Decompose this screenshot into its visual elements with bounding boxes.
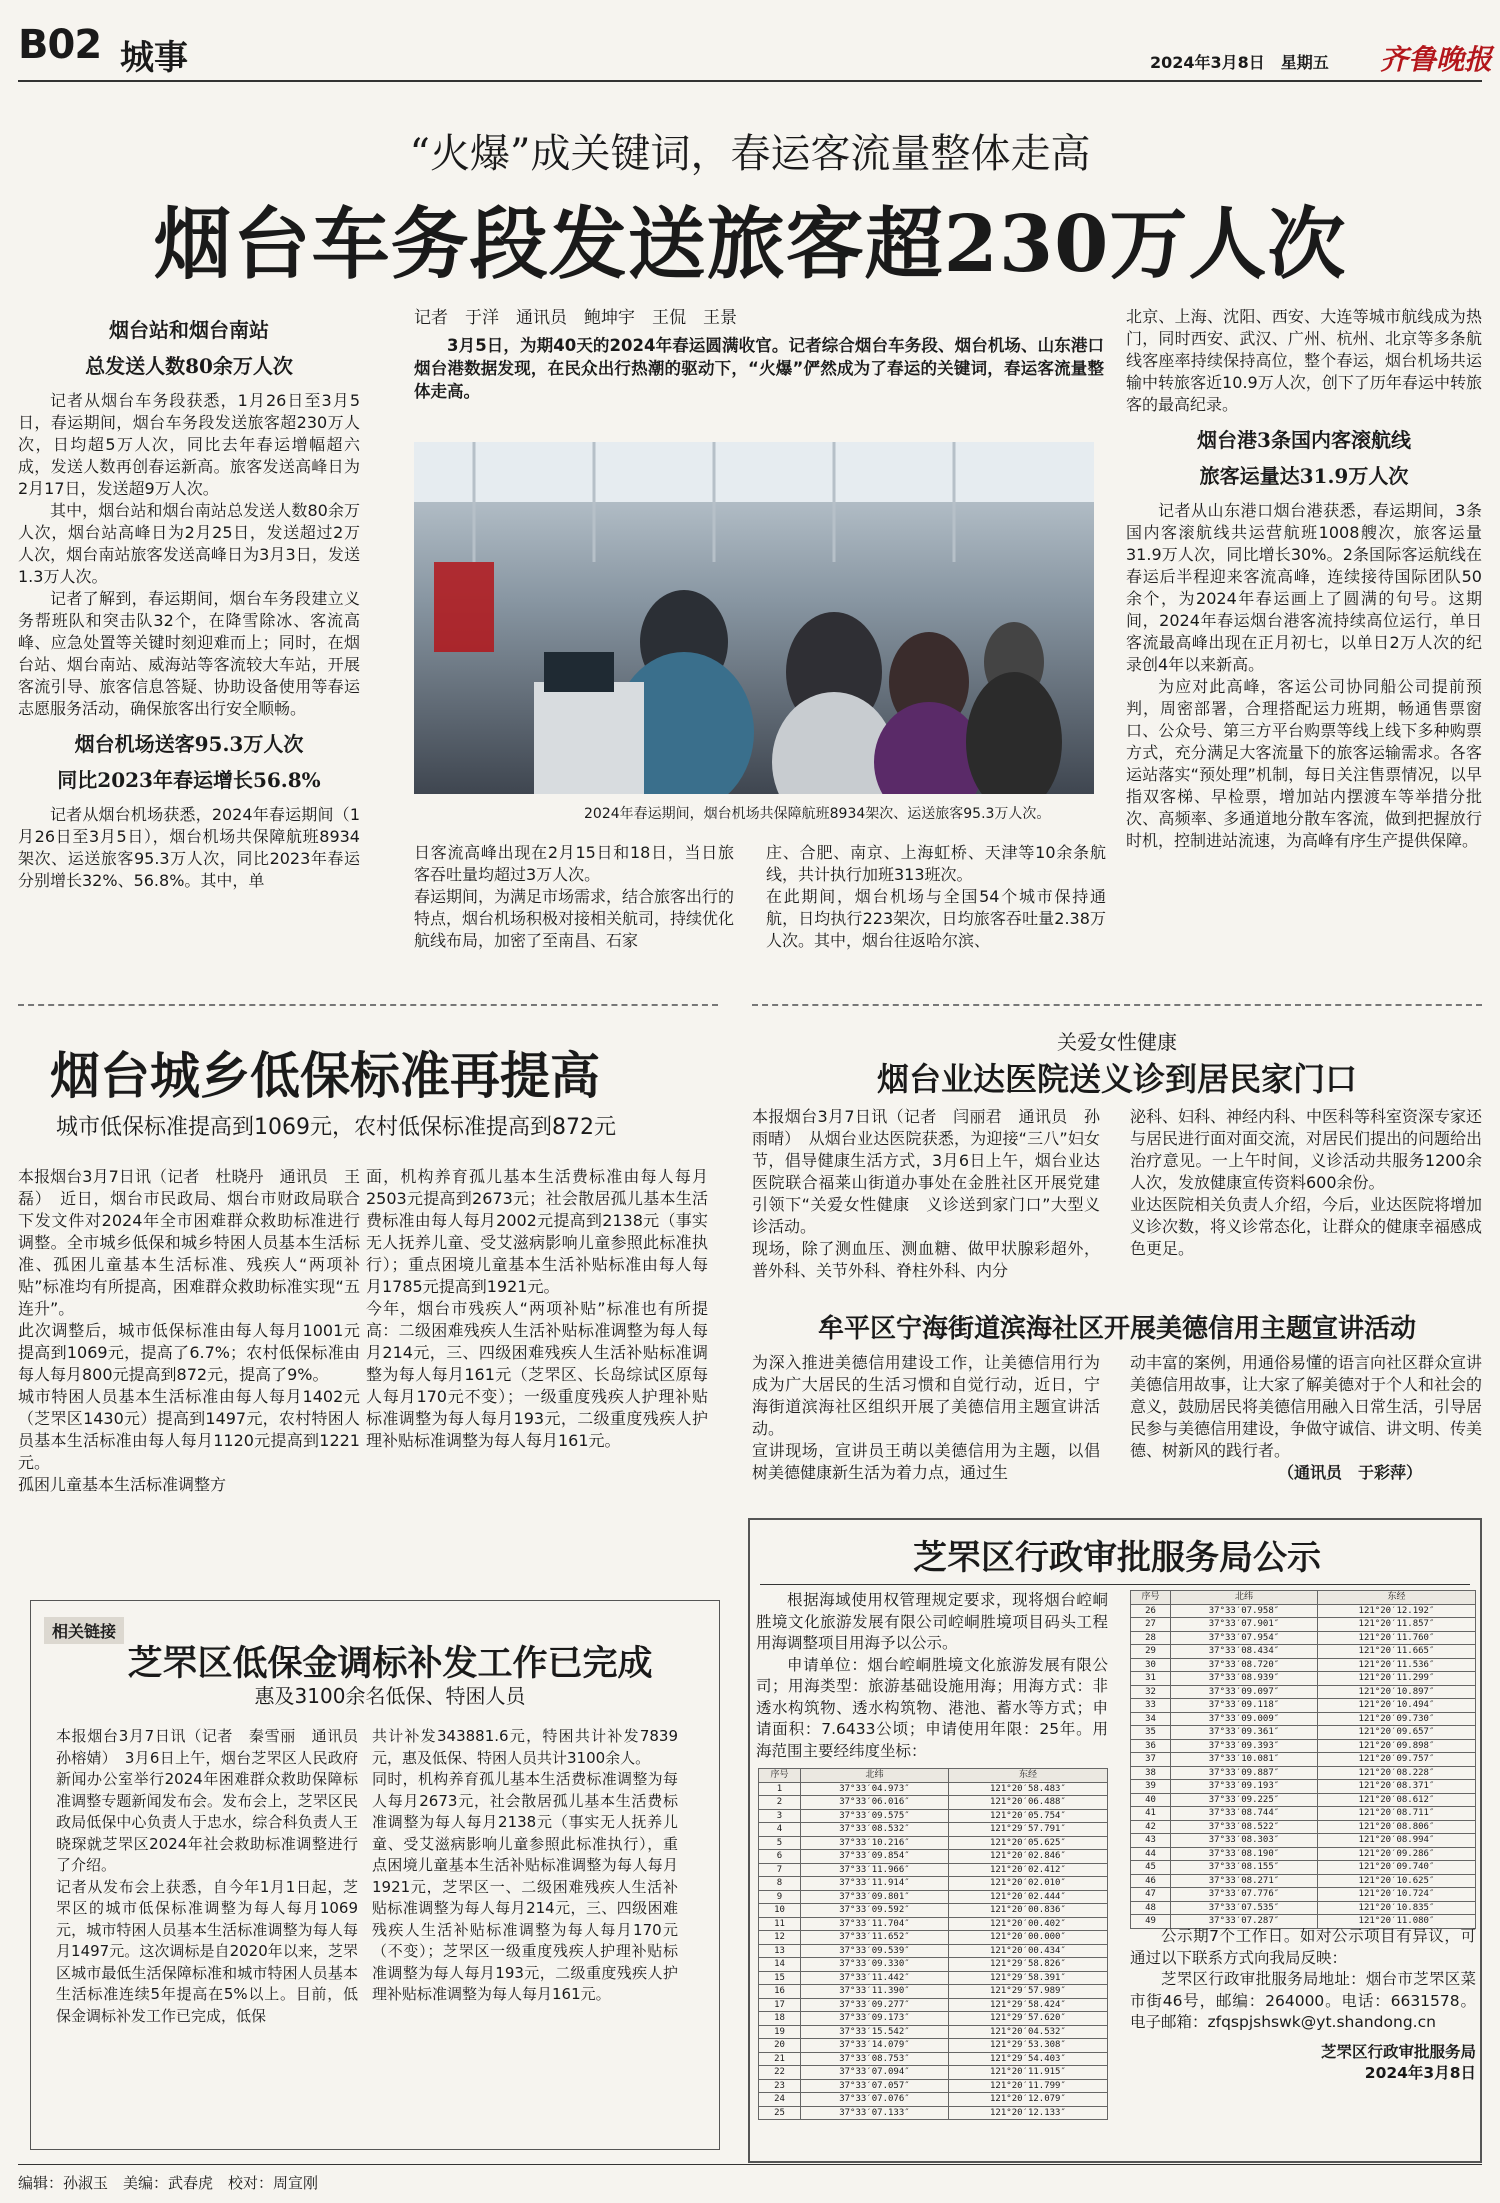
lead-kicker: “火爆”成关键词，春运客流量整体走高 [409,131,1091,177]
table-cell: 5 [759,1836,801,1850]
paragraph: 记者从烟台车务段获悉，1月26日至3月5日，春运期间，烟台车务段发送旅客超230万人次，日均超5万人次，同比去年春运增幅超六成，发送人数再创春运新高。旅客发送高峰日为2月17日，发送超9万人次。 [18,391,360,498]
table-cell: 22 [759,2066,801,2080]
table-row [1131,1861,1476,1875]
table-row [1131,1888,1476,1902]
table-cell: 37°33′11.966″ [801,1863,949,1877]
table-cell: 25 [759,2106,801,2120]
notice-contact [1130,1926,1476,2085]
table-row [759,1998,1108,2012]
table-row [759,1823,1108,1837]
notice-title: 芝罘区行政审批服务局公示 [913,1538,1321,1578]
column-text: 本报烟台3月7日讯（记者 闫丽君 通讯员 孙雨晴） 从烟台业达医院获悉，为迎接“三八”妇女节，倡导健康生活方式，3月6日上午，烟台业达医院联合福莱山街道办事处在金胜社区开展党建引领下“关爱女性健康 义诊送到家门口”大型义诊活动。 现场，除了测血压、测血糖、做甲状腺彩超外，普外科、关节外科、脊柱外科、内分 [752,1107,1100,1280]
table-cell: 121°29′54.403″ [948,2052,1107,2066]
table-cell: 121°20′04.532″ [948,2025,1107,2039]
table-row [1131,1901,1476,1915]
lead-byline: 记者 于洋 通讯员 鲍坤宇 王侃 王景 [414,308,737,328]
table-row [759,2106,1108,2120]
column-text: 本报烟台3月7日讯（记者 杜晓丹 通讯员 王磊） 近日，烟台市民政局、烟台市财政局联合下发文件对2024年全市困难群众救助标准进行调整。全市城乡低保和城乡特困人员基本生活标准、孤困儿童基本生活标准、残疾人“两项补贴”标准均有所提高，困难群众救助标准实现“五连升”。 此次调整后，城市低保标准由每人每月1001元提高到1069元，提高了6.7%；农村低保标准由每人每月800元提高到872元，提高了9%。 城市特困人员基本生活标准由每人每月1402元（芝罘区1430元）提高到1497元，农村特困人员基本生活标准由每人每月1120元提高到1221元。 孤困儿童基本生活标准调整方 [18,1167,360,1494]
table-cell: 121°20′10.835″ [1317,1901,1475,1915]
table-cell: 30 [1131,1658,1171,1672]
dibao-subheadline: 城市低保标准提高到1069元，农村低保标准提高到872元 [56,1115,616,1140]
paragraph: 公示期7个工作日。如对公示项目有异议，可通过以下联系方式向我局反映： [1130,1927,1476,1967]
yida-headline: 烟台业达医院送义诊到居民家门口 [876,1060,1357,1098]
table-cell: 3 [759,1809,801,1823]
dibao-column-2 [366,1166,708,1452]
table-row [759,1917,1108,1931]
table-cell: 46 [1131,1874,1171,1888]
table-row [1131,1618,1476,1632]
table-row [759,2012,1108,2026]
table-row [1131,1645,1476,1659]
column-text: 本报烟台3月7日讯（记者 秦雪丽 通讯员 孙榕婧） 3月6日上午，烟台芝罘区人民政府新闻办公室举行2024年困难群众救助保障标准调整专题新闻发布会。发布会上，芝罘区民政局低保中心负责人于忠水，综合科负责人王晓琛就芝罘区2024年社会救助标准调整进行了介绍。 记者从发布会上获悉，自今年1月1日起，芝罘区的城市低保标准调整为每人每月1069元，城市特困人员基本生活标准调整为每人每月1497元。这次调标是自2020年以来，芝罘区城市最低生活保障标准和城市特困人员基本生活标准连续5年提高在5%以上。目前，低保金调标补发工作已完成，低保 [56,1727,358,2025]
table-row [1131,1780,1476,1794]
table-cell: 37°33′09.097″ [1171,1685,1318,1699]
coordinate-table-2 [1130,1590,1476,1929]
table-cell: 121°20′11.080″ [1317,1915,1475,1929]
muping-column-1 [752,1352,1100,1484]
table-row [759,2093,1108,2107]
subhead-airport-a: 烟台机场送客95.3万人次 [74,732,304,756]
table-cell: 12 [759,1931,801,1945]
table-cell: 37°33′09.277″ [801,1998,949,2012]
table-cell: 37°33′07.057″ [801,2079,949,2093]
paragraph: 记者从山东港口烟台港获悉，春运期间，3条国内客滚航线共运营航班1008艘次，旅客运量31.9万人次，同比增长30%。2条国际客运航线在春运后半程迎来客流高峰，连续接待国际团队50余个，为2024年春运画上了圆满的句号。这期间，2024年春运烟台港客流持续高位运行，单日客流最高峰出现在正月初七，以单日2万人次的纪录创4年以来新高。 [1126,501,1482,674]
table-cell: 37°33′04.973″ [801,1782,949,1796]
table-row [759,1971,1108,1985]
table-cell: 26 [1131,1604,1171,1618]
table-cell: 121°20′00.402″ [948,1917,1107,1931]
table-cell: 49 [1131,1915,1171,1929]
table-cell: 37°33′08.753″ [801,2052,949,2066]
table-cell: 37°33′09.575″ [801,1809,949,1823]
table-cell: 17 [759,1998,801,2012]
table-row [759,1877,1108,1891]
table-cell: 121°20′05.754″ [948,1809,1107,1823]
footer-rule [18,2164,1482,2165]
paragraph: 芝罘区行政审批服务局地址：烟台市芝罘区菜市街46号，邮编：264000。电话：6631578。电子邮箱：zfqspjshswk@yt.shandong.cn [1130,1970,1476,2031]
table-cell: 121°20′05.625″ [948,1836,1107,1850]
table-cell: 121°29′57.791″ [948,1823,1107,1837]
table-cell: 37°33′08.939″ [1171,1672,1318,1686]
table-cell: 121°29′58.391″ [948,1971,1107,1985]
table-cell: 18 [759,2012,801,2026]
table-row [1131,1631,1476,1645]
table-cell: 37°33′10.216″ [801,1836,949,1850]
col-header: 北纬 [801,1769,949,1783]
lead-photo [414,442,1094,794]
table-cell: 8 [759,1877,801,1891]
table-row [1131,1739,1476,1753]
table-cell: 13 [759,1944,801,1958]
table-cell: 121°20′10.625″ [1317,1874,1475,1888]
table-cell: 121°20′08.371″ [1317,1780,1475,1794]
table-cell: 31 [1131,1672,1171,1686]
table-cell: 19 [759,2025,801,2039]
table-cell: 37°33′09.592″ [801,1904,949,1918]
paragraph: 申请单位：烟台崆峒胜境文化旅游发展有限公司；用海类型：旅游基础设施用海；用海方式：非透水构筑物、透水构筑物、港池、蓄水等方式；申请面积：7.6433公顷；申请使用年限：25年。用海范围主要经纬度坐标： [756,1655,1108,1760]
table-cell: 121°20′00.000″ [948,1931,1107,1945]
table-row [759,2079,1108,2093]
table-cell: 37°33′07.958″ [1171,1604,1318,1618]
table-cell: 37°33′11.390″ [801,1985,949,1999]
table-cell: 9 [759,1890,801,1904]
table-row [1131,1658,1476,1672]
table-cell: 48 [1131,1901,1171,1915]
lead-headline: 烟台车务段发送旅客超230万人次 [153,199,1347,290]
header-rule [18,80,1482,82]
table-cell: 121°20′12.133″ [948,2106,1107,2120]
table-cell: 37°33′07.776″ [1171,1888,1318,1902]
subhead-airport-b: 同比2023年春运增长56.8% [57,768,321,792]
col-header: 北纬 [1171,1591,1318,1605]
table-cell: 37°33′09.193″ [1171,1780,1318,1794]
table-cell: 32 [1131,1685,1171,1699]
table-cell: 121°20′08.612″ [1317,1793,1475,1807]
table-cell: 37°33′14.079″ [801,2039,949,2053]
section-name: 城事 [120,38,188,78]
table-row [759,1931,1108,1945]
table-cell: 33 [1131,1699,1171,1713]
table-cell: 37°33′09.393″ [1171,1739,1318,1753]
table-cell: 37°33′07.954″ [1171,1631,1318,1645]
table-row [1131,1820,1476,1834]
subhead-stations-a: 烟台站和烟台南站 [109,318,269,342]
column-text: 庄、合肥、南京、上海虹桥、天津等10余条航线，共计执行加班313班次。 在此期间，烟台机场与全国54个城市保持通航，日均执行223架次，日均旅客吞吐量2.38万人次。其中，烟台往返哈尔滨、 [766,843,1106,950]
paragraph: 记者从烟台机场获悉，2024年春运期间（1月26日至3月5日），烟台机场共保障航班8934架次、运送旅客95.3万人次，同比2023年春运分别增长32%、56.8%。其中，单 [18,805,360,890]
lead-column-3 [766,842,1106,952]
table-cell: 37°33′07.287″ [1171,1915,1318,1929]
table-cell: 37°33′08.434″ [1171,1645,1318,1659]
table-cell: 20 [759,2039,801,2053]
table-cell: 121°20′11.857″ [1317,1618,1475,1632]
table-row [759,1863,1108,1877]
dibao-column-1 [18,1166,360,1496]
table-cell: 37°33′08.522″ [1171,1820,1318,1834]
section-divider [18,1004,718,1006]
table-cell: 37°33′08.720″ [1171,1658,1318,1672]
yida-column-1 [752,1106,1100,1282]
table-cell: 16 [759,1985,801,1999]
muping-headline: 牟平区宁海街道滨海社区开展美德信用主题宣讲活动 [817,1314,1416,1344]
table-cell: 28 [1131,1631,1171,1645]
table-cell: 44 [1131,1847,1171,1861]
table-cell: 121°20′02.010″ [948,1877,1107,1891]
dibao-headline: 烟台城乡低保标准再提高 [50,1046,600,1105]
paragraph: 记者了解到，春运期间，烟台车务段建立义务帮班队和突击队32个，在降雪除冰、客流高峰、应急处置等关键时刻迎难而上；同时，在烟台站、烟台南站、威海站等客流较大车站，开展客流引导、旅客信息答疑、协助设备使用等春运志愿服务活动，确保旅客出行安全顺畅。 [18,589,360,718]
table-row [1131,1766,1476,1780]
table-cell: 37°33′08.190″ [1171,1847,1318,1861]
table-row [759,2025,1108,2039]
table-cell: 37°33′09.330″ [801,1958,949,1972]
table-cell: 47 [1131,1888,1171,1902]
col-header: 东经 [1317,1591,1475,1605]
airport-photo-illustration [414,442,1094,794]
table-row [1131,1834,1476,1848]
table-row [759,1944,1108,1958]
zhifu-subheadline: 惠及3100余名低保、特困人员 [254,1684,526,1708]
table-cell: 121°20′09.757″ [1317,1753,1475,1767]
table-cell: 121°20′11.536″ [1317,1658,1475,1672]
table-cell: 37°33′09.887″ [1171,1766,1318,1780]
col-header: 序号 [1131,1591,1171,1605]
table-cell: 121°20′02.846″ [948,1850,1107,1864]
table-cell: 121°20′09.730″ [1317,1712,1475,1726]
table-cell: 37°33′08.271″ [1171,1874,1318,1888]
table-cell: 121°20′11.299″ [1317,1672,1475,1686]
table-cell: 121°20′11.915″ [948,2066,1107,2080]
lead-intro-text: 3月5日，为期40天的2024年春运圆满收官。记者综合烟台车务段、烟台机场、山东港口烟台港数据发现，在民众出行热潮的驱动下，“火爆”俨然成为了春运的关键词，春运客流量整体走高。 [414,336,1104,401]
table-cell: 37°33′08.532″ [801,1823,949,1837]
table-cell: 121°29′53.308″ [948,2039,1107,2053]
lead-column-1 [18,312,360,892]
table-cell: 2 [759,1796,801,1810]
section-divider [752,1004,1482,1006]
table-row [759,1904,1108,1918]
table-cell: 37°33′09.801″ [801,1890,949,1904]
table-cell: 121°20′08.994″ [1317,1834,1475,1848]
table-cell: 27 [1131,1618,1171,1632]
table-cell: 121°29′57.989″ [948,1985,1107,1999]
table-cell: 121°20′00.836″ [948,1904,1107,1918]
notice-signature: 芝罘区行政审批服务局 [1320,2042,1476,2061]
table-cell: 37°33′06.016″ [801,1796,949,1810]
table-cell: 39 [1131,1780,1171,1794]
table-cell: 121°29′58.424″ [948,1998,1107,2012]
muping-column-2 [1130,1352,1482,1484]
table-cell: 37°33′07.076″ [801,2093,949,2107]
table-row [759,1958,1108,1972]
table-cell: 37°33′08.744″ [1171,1807,1318,1821]
table-cell: 121°20′11.799″ [948,2079,1107,2093]
newspaper-logo: 齐鲁晚报 [1380,43,1493,76]
table-cell: 36 [1131,1739,1171,1753]
table-cell: 43 [1131,1834,1171,1848]
table-cell: 121°20′11.760″ [1317,1631,1475,1645]
yida-column-2 [1130,1106,1482,1260]
column-text: 面，机构养育孤儿基本生活费标准由每人每月2503元提高到2673元；社会散居孤儿基本生活费标准由每人每月2002元提高到2138元（事实无人抚养儿童、受艾滋病影响儿童参照此标准执行）；重点困境儿童基本生活补贴标准由每人每月1785元提高到1921元。 今年，烟台市残疾人“两项补贴”标准也有所提高：二级困难残疾人生活补贴标准调整为每人每月214元，三、四级困难残疾人生活补贴标准调整为每人每月161元（芝罘区、长岛综试区原每人每月170元不变）；一级重度残疾人护理补贴标准调整为每人每月193元，二级重度残疾人护理补贴标准调整为每人每月161元。 [366,1167,708,1450]
table-cell: 41 [1131,1807,1171,1821]
table-cell: 15 [759,1971,801,1985]
subhead-stations-b: 总发送人数80余万人次 [85,354,293,378]
table-cell: 121°20′08.806″ [1317,1820,1475,1834]
table-row [759,1796,1108,1810]
notice-date: 2024年3月8日 [1364,2064,1476,2082]
paragraph: 根据海域使用权管理规定要求，现将烟台崆峒胜境文化旅游发展有限公司崆峒胜境项目码头工程用海调整项目用海予以公示。 [756,1591,1108,1652]
table-cell: 42 [1131,1820,1171,1834]
table-row [1131,1672,1476,1686]
table-cell: 37°33′09.118″ [1171,1699,1318,1713]
table-cell: 37°33′11.704″ [801,1917,949,1931]
table-cell: 121°20′02.412″ [948,1863,1107,1877]
table-cell: 37°33′09.225″ [1171,1793,1318,1807]
table-row [759,2066,1108,2080]
table-row [1131,1793,1476,1807]
table-row [1131,1807,1476,1821]
zhifu-headline: 芝罘区低保金调标补发工作已完成 [127,1643,653,1684]
table-cell: 121°20′12.079″ [948,2093,1107,2107]
table-row [1131,1604,1476,1618]
table-cell: 10 [759,1904,801,1918]
col-header: 东经 [948,1769,1107,1783]
table-cell: 121°20′08.711″ [1317,1807,1475,1821]
table-cell: 37°33′09.361″ [1171,1726,1318,1740]
table-row [1131,1847,1476,1861]
table-cell: 121°20′08.228″ [1317,1766,1475,1780]
table-row [759,1836,1108,1850]
zhifu-column-1 [56,1726,358,2027]
table-cell: 37°33′10.081″ [1171,1753,1318,1767]
table-cell: 121°20′00.434″ [948,1944,1107,1958]
paragraph: 北京、上海、沈阳、西安、大连等城市航线成为热门，同时西安、武汉、广州、杭州、北京等多条航线客座率持续保持高位，整个春运，烟台机场共运输中转旅客近10.9万人次，创下了历年春运中转旅客的最高纪录。 [1126,307,1482,414]
table-cell: 40 [1131,1793,1171,1807]
table-cell: 37°33′09.539″ [801,1944,949,1958]
table-cell: 37°33′07.133″ [801,2106,949,2120]
table-cell: 45 [1131,1861,1171,1875]
table-cell: 37°33′09.009″ [1171,1712,1318,1726]
photo-caption: 2024年春运期间，烟台机场共保障航班8934架次、运送旅客95.3万人次。 [584,806,1051,822]
table-row [1131,1753,1476,1767]
table-cell: 35 [1131,1726,1171,1740]
lead-intro [414,334,1104,403]
table-row [1131,1874,1476,1888]
footer-credits: 编辑：孙淑玉 美编：武春虎 校对：周宣刚 [18,2174,319,2192]
table-cell: 23 [759,2079,801,2093]
table-cell: 121°20′58.483″ [948,1782,1107,1796]
column-text: 日客流高峰出现在2月15日和18日，当日旅客吞吐量均超过3万人次。 春运期间，为满足市场需求，结合旅客出行的特点，烟台机场积极对接相关航司，持续优化航线布局，加密了至南昌、石家 [414,843,735,950]
notice-rule [760,1584,1470,1585]
table-cell: 121°20′11.665″ [1317,1645,1475,1659]
subhead-port-b: 旅客运量达31.9万人次 [1199,464,1409,488]
table-cell: 121°20′10.724″ [1317,1888,1475,1902]
table-cell: 121°20′10.897″ [1317,1685,1475,1699]
table-cell: 7 [759,1863,801,1877]
table-cell: 121°20′06.488″ [948,1796,1107,1810]
table-cell: 29 [1131,1645,1171,1659]
paragraph: 其中，烟台站和烟台南站总发送人数80余万人次，烟台站高峰日为2月25日，发送超过2万人次，烟台南站旅客发送高峰日为3月3日，发送1.3万人次。 [18,501,360,586]
table-row [1131,1699,1476,1713]
table-row [1131,1726,1476,1740]
lead-column-2 [414,842,734,952]
table-cell: 37°33′11.442″ [801,1971,949,1985]
table-cell: 6 [759,1850,801,1864]
table-row [1131,1712,1476,1726]
table-cell: 1 [759,1782,801,1796]
table-cell: 37°33′15.542″ [801,2025,949,2039]
subhead-port-a: 烟台港3条国内客滚航线 [1197,428,1411,452]
table-cell: 24 [759,2093,801,2107]
table-row [759,2039,1108,2053]
muping-credit: （通讯员 于彩萍） [1277,1463,1422,1482]
coordinate-table-1 [758,1768,1108,2120]
table-cell: 38 [1131,1766,1171,1780]
column-text: 共计补发343881.6元，特困共计补发7839元，惠及低保、特困人员共计3100余人。 同时，机构养育孤儿基本生活费标准调整为每人每月2673元，社会散居孤儿基本生活费标准调整为每人每月2138元（事实无人抚养儿童、受艾滋病影响儿童参照此标准执行），重点困境儿童基本生活补贴标准调整为每人每月1921元，芝罘区一、二级困难残疾人生活补贴标准调整为每人每月214元，三、四级困难残疾人生活补贴标准调整为每人每月170元（不变）；芝罘区一级重度残疾人护理补贴标准调整为每人每月193元，二级重度残疾人护理补贴标准调整为每人每月161元。 [372,1727,678,2003]
table-cell: 14 [759,1958,801,1972]
table-row [759,2052,1108,2066]
notice-intro [756,1590,1108,1762]
table-cell: 37°33′07.535″ [1171,1901,1318,1915]
zhifu-column-2 [372,1726,678,2006]
table-cell: 121°20′09.657″ [1317,1726,1475,1740]
lead-column-4 [1126,306,1482,852]
table-row [759,1890,1108,1904]
table-row [759,1850,1108,1864]
column-text: 为深入推进美德信用建设工作，让美德信用行为成为广大居民的生活习惯和自觉行动，近日，宁海街道滨海社区组织开展了美德信用主题宣讲活动。 宣讲现场，宣讲员王萌以美德信用为主题，以倡树美德健康新生活为着力点，通过生 [752,1353,1100,1482]
column-text: 泌科、妇科、神经内科、中医科等科室资深专家还与居民进行面对面交流，对居民们提出的问题给出治疗意见。一上午时间，义诊活动共服务1200余人次，发放健康宣传资料600余份。 业达医院相关负责人介绍，今后，业达医院将增加义诊次数，将义诊常态化，让群众的健康幸福感成色更足。 [1130,1107,1483,1258]
table-cell: 37°33′07.094″ [801,2066,949,2080]
table-cell: 121°20′09.286″ [1317,1847,1475,1861]
issue-date: 2024年3月8日 星期五 [1150,53,1329,72]
table-cell: 37°33′08.155″ [1171,1861,1318,1875]
table-row [759,1985,1108,1999]
table-cell: 37°33′08.303″ [1171,1834,1318,1848]
table-cell: 121°20′10.494″ [1317,1699,1475,1713]
table-cell: 11 [759,1917,801,1931]
table-cell: 37 [1131,1753,1171,1767]
table-cell: 37°33′11.652″ [801,1931,949,1945]
table-row [759,1809,1108,1823]
page-number: B02 [18,22,102,68]
table-cell: 37°33′09.173″ [801,2012,949,2026]
table-cell: 37°33′11.914″ [801,1877,949,1891]
table-cell: 4 [759,1823,801,1837]
table-cell: 121°20′12.192″ [1317,1604,1475,1618]
paragraph: 为应对此高峰，客运公司协同船公司提前预判，周密部署，合理搭配运力班期，畅通售票窗口、公众号、第三方平台购票等线上线下多种购票方式，充分满足大客流量下的旅客运输需求。各客运站落实“预处理”机制，每日关注售票情况，以早指双客梯、早检票，增加站内摆渡车等举措分批次、高频率、多通道地分散车客流，做到把握放行时机，控制进站流速，为高峰有序生产提供保障。 [1126,677,1482,850]
table-cell: 37°33′09.854″ [801,1850,949,1864]
table-cell: 34 [1131,1712,1171,1726]
table-row [759,1782,1108,1796]
table-cell: 21 [759,2052,801,2066]
table-cell: 121°20′09.740″ [1317,1861,1475,1875]
col-header: 序号 [759,1769,801,1783]
table-cell: 121°20′02.444″ [948,1890,1107,1904]
column-text: 动丰富的案例，用通俗易懂的语言向社区群众宣讲美德信用故事，让大家了解美德对于个人和社会的意义，鼓励居民将美德信用融入日常生活，引导居民参与美德信用建设，争做守诚信、讲文明、传美德、树新风的践行者。 [1130,1353,1483,1460]
yida-kicker: 关爱女性健康 [1057,1030,1177,1054]
table-row [1131,1685,1476,1699]
table-cell: 121°29′57.620″ [948,2012,1107,2026]
related-link-tag: 相关链接 [44,1617,124,1644]
table-cell: 121°29′58.826″ [948,1958,1107,1972]
table-cell: 37°33′07.901″ [1171,1618,1318,1632]
table-cell: 121°20′09.898″ [1317,1739,1475,1753]
